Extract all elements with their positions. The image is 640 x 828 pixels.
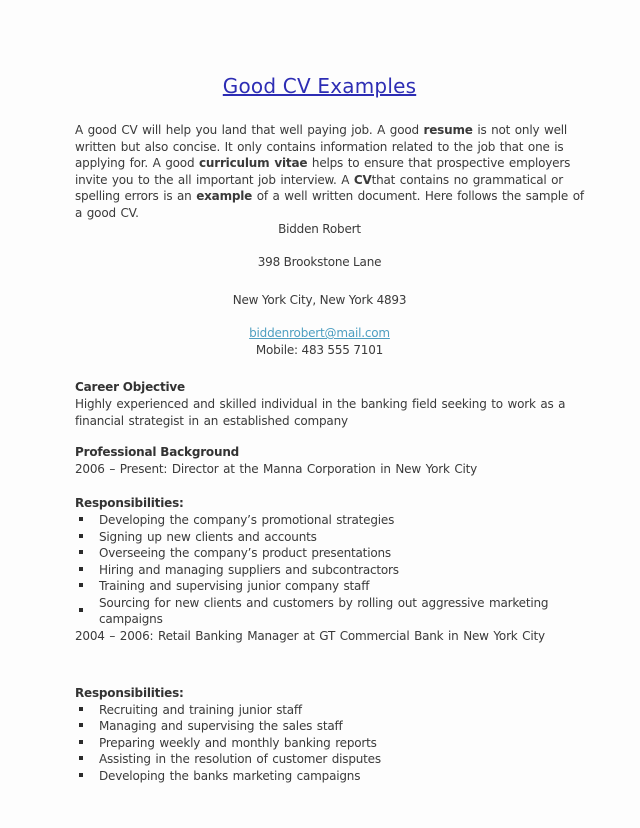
intro-run-bold: example: [196, 189, 253, 203]
square-bullet-icon: [79, 756, 83, 760]
list-item: [75, 718, 588, 735]
list-item: [75, 512, 588, 529]
list-item-text: Preparing weekly and monthly banking reports: [99, 735, 377, 750]
list-item: [75, 529, 588, 546]
responsibilities-heading-2: Responsibilities:: [75, 685, 184, 700]
responsibilities-list-2: [75, 702, 588, 785]
list-item: [75, 735, 588, 752]
square-bullet-icon: [79, 583, 83, 587]
intro-paragraph: [75, 122, 588, 221]
square-bullet-icon: [79, 740, 83, 744]
square-bullet-icon: [79, 567, 83, 571]
intro-run: is not only well written but also concise. It only contains information related to the job that one is applying for. A good: [75, 123, 568, 170]
square-bullet-icon: [79, 723, 83, 727]
list-item-text: Training and supervising junior company staff: [99, 579, 370, 593]
contact-street: 398 Brookstone Lane: [257, 255, 382, 269]
list-item: [75, 545, 588, 562]
intro-run: that contains no grammatical or spelling errors is an: [75, 172, 564, 203]
list-item-text: Developing the company’s promotional strategies: [99, 513, 395, 527]
intro-run-bold: curriculum vitae: [198, 156, 308, 170]
intro-run: of a well written document. Here follows the sample of a good CV.: [75, 189, 584, 220]
contact-email-line: [75, 325, 564, 342]
list-item-text: Managing and supervising the sales staff: [99, 719, 343, 733]
contact-city: New York City, New York 4893: [232, 293, 407, 307]
role-line-2: 2004 – 2006: Retail Banking Manager at GT Commercial Bank in New York City: [75, 628, 545, 643]
square-bullet-icon: [79, 608, 83, 612]
list-item-text: Recruiting and training junior staff: [99, 702, 302, 717]
list-item: [75, 578, 588, 595]
list-item-text: Assisting in the resolution of customer disputes: [99, 752, 381, 766]
square-bullet-icon: [79, 534, 83, 538]
list-item: [75, 562, 588, 579]
square-bullet-icon: [79, 707, 83, 711]
list-item-text: Sourcing for new clients and customers by rolling out aggressive marketing campaigns: [99, 595, 549, 626]
list-item-text: Hiring and managing suppliers and subcontractors: [99, 562, 399, 577]
list-item: [75, 768, 588, 785]
email-link[interactable]: biddenrobert@mail.com: [249, 326, 390, 340]
responsibilities-list-1: [75, 512, 588, 628]
list-item: [75, 595, 588, 628]
contact-mobile: Mobile: 483 555 7101: [255, 343, 384, 357]
intro-run: A good CV will help you land that well paying job. A good: [75, 123, 424, 137]
intro-run-bold: CV: [353, 172, 372, 187]
intro-run-bold: resume: [423, 123, 473, 137]
square-bullet-icon: [79, 550, 83, 554]
responsibilities-heading-1: Responsibilities:: [75, 496, 184, 510]
contact-name: Bidden Robert: [278, 222, 361, 236]
role-line-1: 2006 – Present: Director at the Manna Corporation in New York City: [75, 462, 478, 476]
career-objective-heading: Career Objective: [75, 380, 185, 394]
page-title[interactable]: Good CV Examples: [222, 74, 417, 98]
list-item: [75, 751, 588, 768]
intro-run: helps to ensure that prospective employers invite you to the all important job interview. A: [75, 156, 571, 187]
professional-background-heading: Professional Background: [75, 445, 240, 459]
career-objective-body: Highly experienced and skilled individual in the banking field seeking to work as a financial strategist in an established company: [75, 397, 566, 428]
list-item: [75, 702, 588, 719]
square-bullet-icon: [79, 517, 83, 521]
list-item-text: Developing the banks marketing campaigns: [99, 768, 361, 783]
square-bullet-icon: [79, 773, 83, 777]
list-item-text: Overseeing the company’s product presentations: [99, 546, 391, 560]
list-item-text: Signing up new clients and accounts: [99, 529, 317, 544]
